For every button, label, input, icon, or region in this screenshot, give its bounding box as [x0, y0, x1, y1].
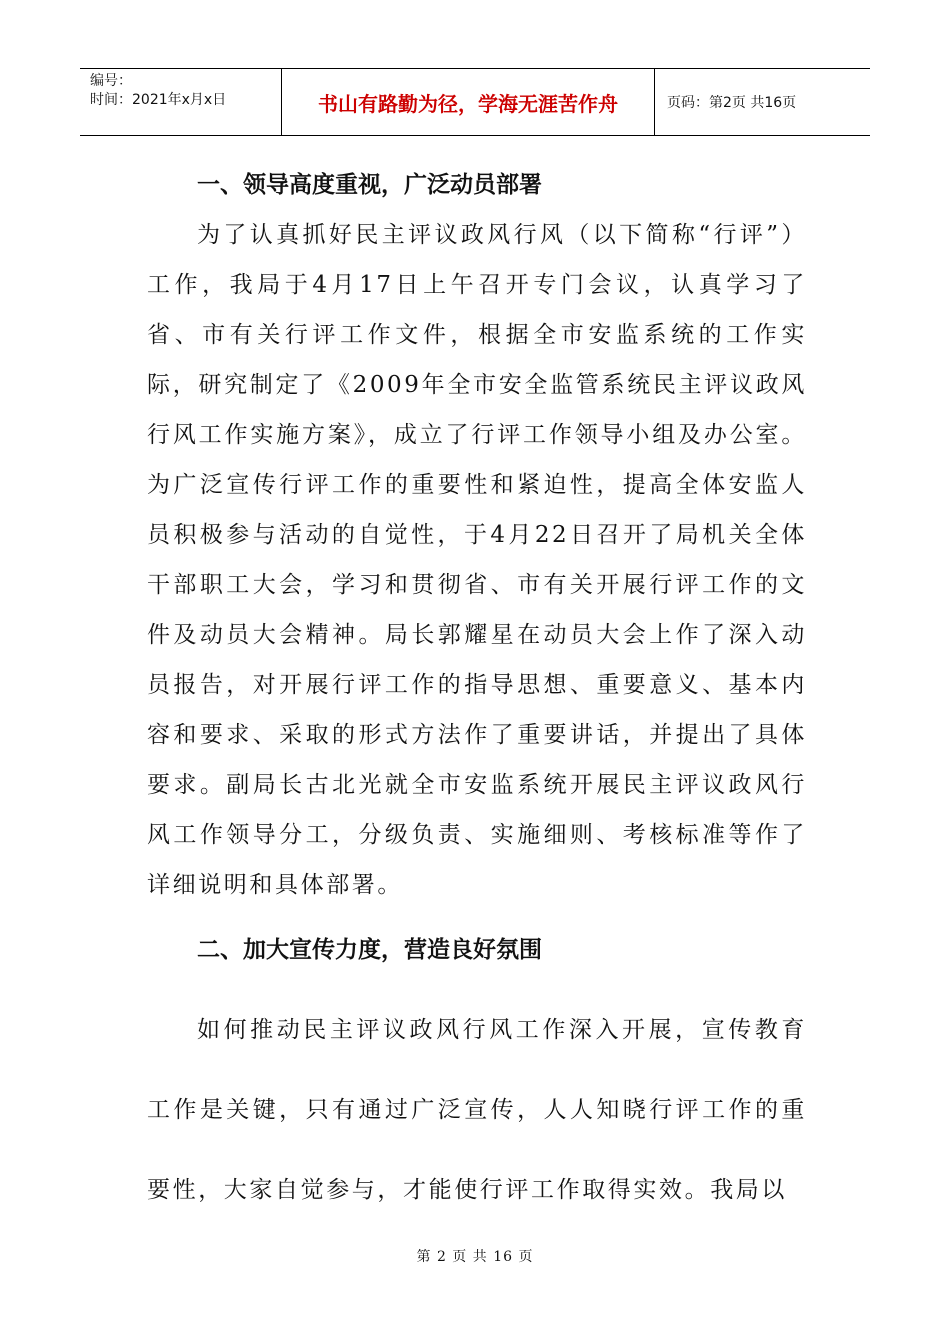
header-motto: 书山有路勤为径，学海无涯苦作舟 [282, 69, 655, 135]
section-heading-2: 二、加大宣传力度，营造良好氛围 [197, 937, 542, 963]
header-meta [80, 69, 282, 135]
section-heading-1: 一、领导高度重视，广泛动员部署 [197, 172, 542, 198]
document-number-label: 编号： [90, 73, 132, 89]
section-paragraph-1: 为了认真抓好民主评议政风行风（以下简称“行评”）工作，我局于4月17日上午召开专门会议，认真学习了省、市有关行评工作文件，根据全市安监系统的工作实际，研究制定了《2009年全市安全监管系统民主评议政风行风工作实施方案》，成立了行评工作领导小组及办公室。为广泛宣传行评工作的重要性和紧迫性，提高全体安监人员积极参与活动的自觉性，于4月22日召开了局机关全体干部职工大会，学习和贯彻省、市有关开展行评工作的文件及动员大会精神。局长郭耀星在动员大会上作了深入动员报告，对开展行评工作的指导思想、重要意义、基本内容和要求、采取的形式方法作了重要讲话，并提出了具体要求。副局长古北光就全市安监系统开展民主评议政风行风工作领导分工，分级负责、实施细则、考核标准等作了详细说明和具体部署。 [147, 222, 807, 898]
page-footer: 第 2 页 共 16 页 [416, 1249, 534, 1265]
header-page-info: 页码：第2页 共16页 [667, 95, 797, 111]
page-header [80, 68, 870, 136]
section-paragraph-2: 如何推动民主评议政风行风工作深入开展，宣传教育工作是关键，只有通过广泛宣传，人人知晓行评工作的重要性，大家自觉参与，才能使行评工作取得实效。我局以 [147, 1017, 807, 1203]
document-time-label: 时间：2021年x月x日 [90, 92, 227, 108]
document-body [147, 160, 807, 1230]
